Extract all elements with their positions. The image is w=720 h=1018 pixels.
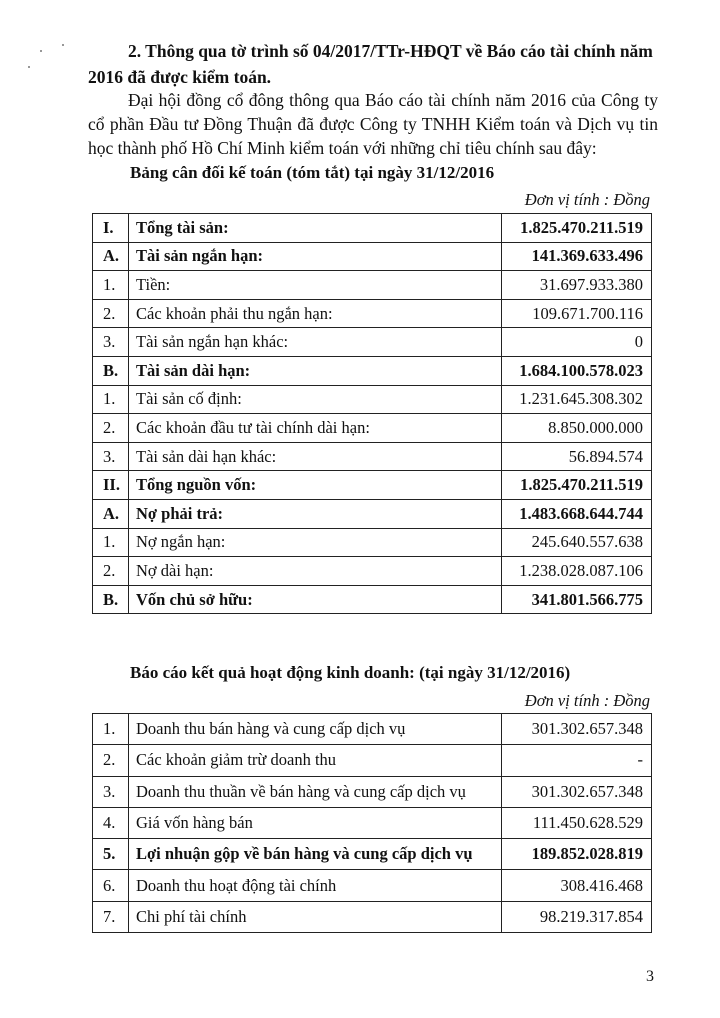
row-number: B.	[93, 356, 129, 385]
row-label: Tài sản dài hạn:	[129, 356, 502, 385]
row-value: 301.302.657.348	[502, 714, 652, 745]
table-row	[93, 528, 652, 557]
scan-speck	[28, 66, 30, 68]
table-row	[93, 414, 652, 443]
row-label: Tài sản ngắn hạn khác:	[129, 328, 502, 357]
row-label: Tài sản dài hạn khác:	[129, 442, 502, 471]
row-label: Tài sản ngắn hạn:	[129, 242, 502, 271]
table-row	[93, 242, 652, 271]
scan-speck	[40, 50, 42, 52]
balance-sheet-title: Bảng cân đối kế toán (tóm tắt) tại ngày 31/12/2016	[130, 163, 495, 182]
section-heading: 2. Thông qua tờ trình số 04/2017/TTr-HĐQT về Báo cáo tài chính năm 2016 đã được kiểm toán.	[88, 41, 653, 87]
row-value: 141.369.633.496	[502, 242, 652, 271]
table-row	[93, 385, 652, 414]
row-value: 341.801.566.775	[502, 585, 652, 614]
row-number: 1.	[93, 385, 129, 414]
row-label: Nợ phải trả:	[129, 499, 502, 528]
table-row	[93, 214, 652, 243]
row-value: 245.640.557.638	[502, 528, 652, 557]
row-value: 308.416.468	[502, 870, 652, 901]
row-value: 189.852.028.819	[502, 839, 652, 870]
row-label: Tổng tài sản:	[129, 214, 502, 243]
income-statement-unit: Đơn vị tính : Đồng	[524, 691, 650, 710]
row-label: Doanh thu bán hàng và cung cấp dịch vụ	[129, 714, 502, 745]
row-number: 5.	[93, 839, 129, 870]
row-label: Doanh thu thuần về bán hàng và cung cấp dịch vụ	[129, 776, 502, 807]
income-statement-title: Báo cáo kết quả hoạt động kinh doanh: (tại ngày 31/12/2016)	[130, 663, 571, 682]
row-label: Giá vốn hàng bán	[129, 807, 502, 838]
row-number: 1.	[93, 528, 129, 557]
row-number: 2.	[93, 414, 129, 443]
row-label: Các khoản phải thu ngắn hạn:	[129, 299, 502, 328]
row-label: Tiền:	[129, 271, 502, 300]
row-number: 3.	[93, 328, 129, 357]
row-number: 1.	[93, 714, 129, 745]
row-value: 31.697.933.380	[502, 271, 652, 300]
row-number: 4.	[93, 807, 129, 838]
row-label: Vốn chủ sở hữu:	[129, 585, 502, 614]
row-number: 2.	[93, 299, 129, 328]
row-value: 109.671.700.116	[502, 299, 652, 328]
table-row	[93, 471, 652, 500]
row-number: I.	[93, 214, 129, 243]
table-row	[93, 585, 652, 614]
table-row	[93, 745, 652, 776]
row-number: A.	[93, 499, 129, 528]
row-label: Nợ ngắn hạn:	[129, 528, 502, 557]
row-value: 301.302.657.348	[502, 776, 652, 807]
row-value: 8.850.000.000	[502, 414, 652, 443]
table-row	[93, 839, 652, 870]
table-row	[93, 776, 652, 807]
row-label: Lợi nhuận gộp về bán hàng và cung cấp dịch vụ	[129, 839, 502, 870]
row-label: Chi phí tài chính	[129, 901, 502, 932]
row-value: 1.825.470.211.519	[502, 214, 652, 243]
table-row	[93, 356, 652, 385]
table-row	[93, 714, 652, 745]
row-label: Các khoản giảm trừ doanh thu	[129, 745, 502, 776]
row-number: 2.	[93, 557, 129, 586]
row-number: II.	[93, 471, 129, 500]
row-number: A.	[93, 242, 129, 271]
table-row	[93, 299, 652, 328]
row-label: Doanh thu hoạt động tài chính	[129, 870, 502, 901]
row-label: Tổng nguồn vốn:	[129, 471, 502, 500]
row-value: -	[502, 745, 652, 776]
table-row	[93, 499, 652, 528]
row-value: 111.450.628.529	[502, 807, 652, 838]
table-row	[93, 807, 652, 838]
table-row	[93, 557, 652, 586]
table-row	[93, 271, 652, 300]
row-value: 98.219.317.854	[502, 901, 652, 932]
row-number: B.	[93, 585, 129, 614]
row-label: Nợ dài hạn:	[129, 557, 502, 586]
intro-paragraph: Đại hội đồng cổ đông thông qua Báo cáo tài chính năm 2016 của Công ty cổ phần Đầu tư Đồng Thuận đã được Công ty TNHH Kiểm toán và Dịch vụ tin học thành phố Hồ Chí Minh kiểm toán với những chỉ tiêu chính sau đây:	[88, 90, 658, 158]
row-number: 7.	[93, 901, 129, 932]
row-value: 1.231.645.308.302	[502, 385, 652, 414]
income-statement-table	[92, 713, 652, 933]
table-row	[93, 328, 652, 357]
row-value: 1.483.668.644.744	[502, 499, 652, 528]
table-row	[93, 870, 652, 901]
row-number: 6.	[93, 870, 129, 901]
row-label: Các khoản đầu tư tài chính dài hạn:	[129, 414, 502, 443]
table-row	[93, 442, 652, 471]
table-row	[93, 901, 652, 932]
page-number: 3	[646, 968, 654, 985]
row-number: 3.	[93, 776, 129, 807]
row-number: 3.	[93, 442, 129, 471]
row-number: 1.	[93, 271, 129, 300]
row-number: 2.	[93, 745, 129, 776]
row-value: 1.684.100.578.023	[502, 356, 652, 385]
row-value: 1.238.028.087.106	[502, 557, 652, 586]
row-value: 56.894.574	[502, 442, 652, 471]
row-value: 1.825.470.211.519	[502, 471, 652, 500]
balance-sheet-table	[92, 213, 652, 614]
row-value: 0	[502, 328, 652, 357]
balance-sheet-unit: Đơn vị tính : Đồng	[524, 190, 650, 209]
scan-speck	[62, 44, 64, 46]
row-label: Tài sản cố định:	[129, 385, 502, 414]
